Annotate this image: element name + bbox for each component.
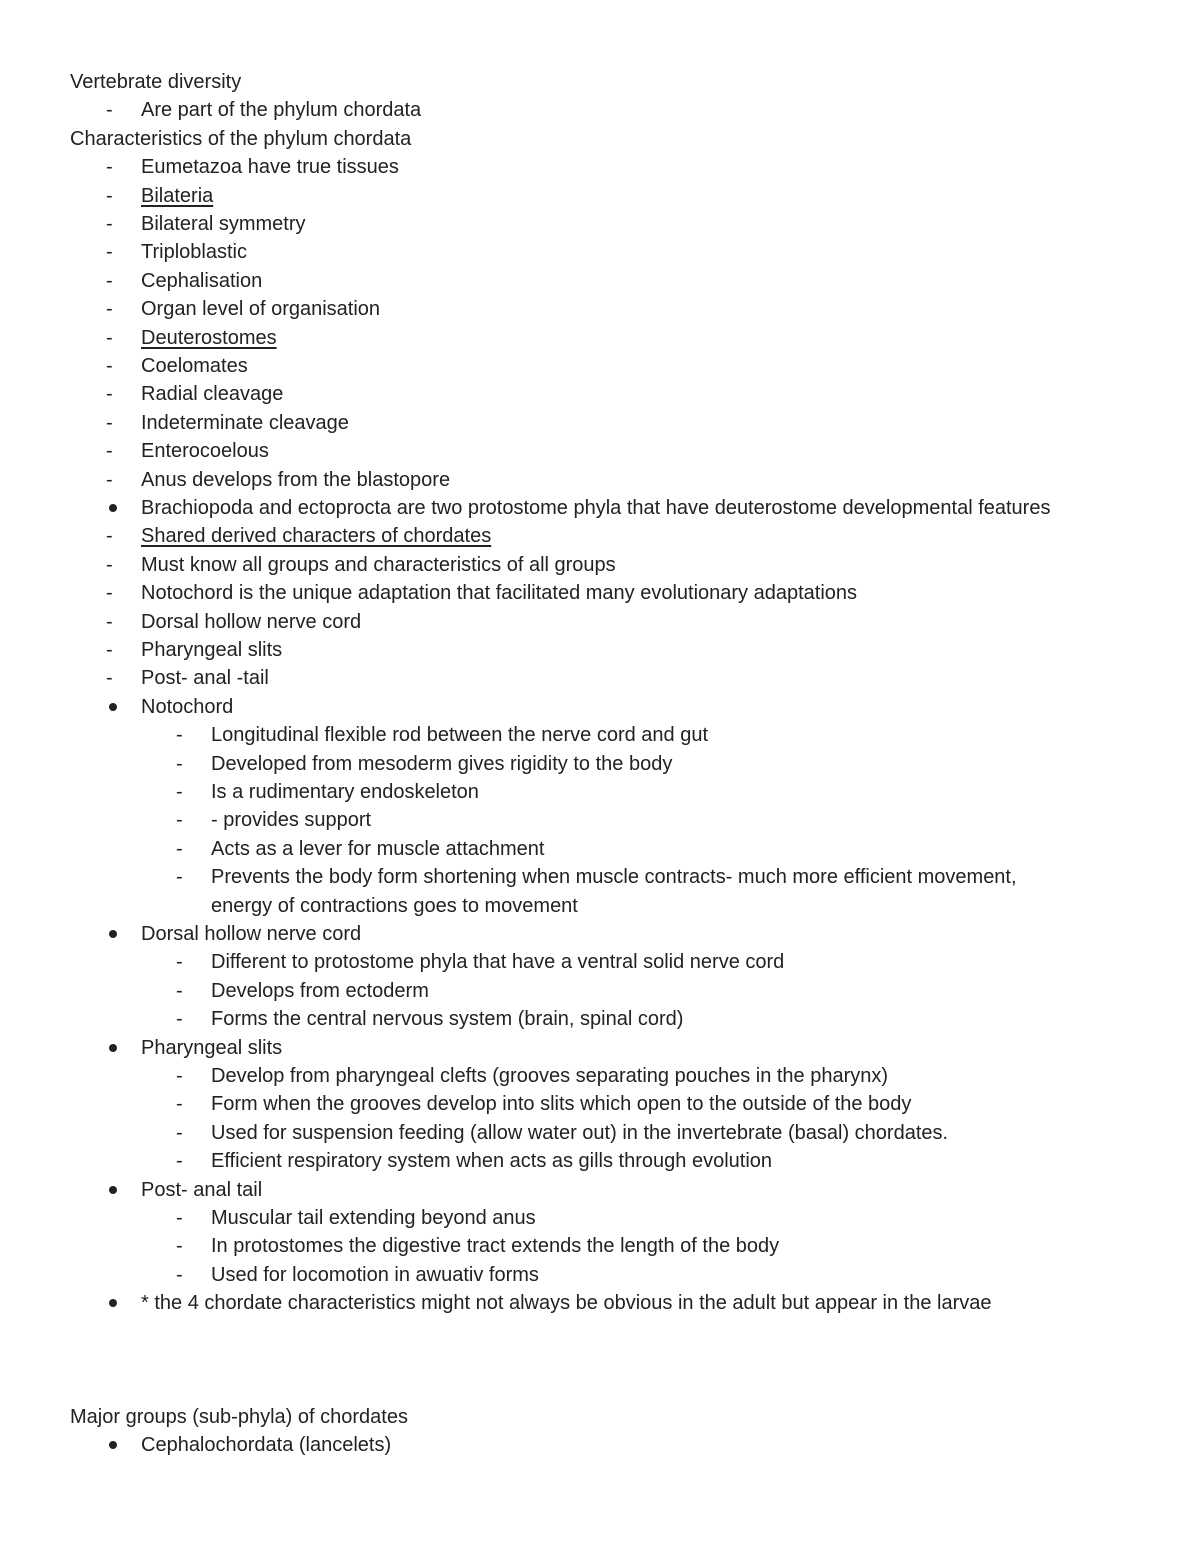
dash-bullet-icon: - <box>106 469 113 491</box>
dash-bullet-icon: - <box>106 667 113 689</box>
list-item-text: Notochord <box>141 696 234 718</box>
dash-bullet-icon: - <box>106 355 113 377</box>
dash-bullet-icon: - <box>106 327 113 349</box>
list-item-text: Developed from mesoderm gives rigidity to the body <box>211 753 673 775</box>
list-item-text: Brachiopoda and ectoprocta are two protostome phyla that have deuterostome developmental features <box>141 497 1051 519</box>
section-heading <box>70 125 411 153</box>
dash-bullet-icon: - <box>176 781 183 803</box>
list-item-text: Triploblastic <box>141 241 247 263</box>
list-item-text: Post- anal tail <box>141 1179 263 1201</box>
dash-bullet-icon: - <box>106 611 113 633</box>
dash-bullet-icon: - <box>106 639 113 661</box>
dot-bullet-icon <box>109 1299 117 1307</box>
list-item-text: Shared derived characters of chordates <box>141 525 492 547</box>
list-item-text: Used for locomotion in awuativ forms <box>211 1264 539 1286</box>
list-item-text: Muscular tail extending beyond anus <box>211 1207 536 1229</box>
dot-bullet-icon <box>109 930 117 938</box>
dot-bullet-icon <box>109 1186 117 1194</box>
list-item-text: Develop from pharyngeal clefts (grooves separating pouches in the pharynx) <box>211 1065 889 1087</box>
list-item-text: Form when the grooves develop into slits which open to the outside of the body <box>211 1093 912 1115</box>
list-item-text: Acts as a lever for muscle attachment <box>211 838 545 860</box>
list-item-text: Forms the central nervous system (brain, spinal cord) <box>211 1008 684 1030</box>
dot-bullet-icon <box>109 1044 117 1052</box>
heading-text: Major groups (sub-phyla) of chordates <box>70 1406 408 1428</box>
list-item-text: Notochord is the unique adaptation that facilitated many evolutionary adaptations <box>141 582 858 604</box>
list-item-text: Is a rudimentary endoskeleton <box>211 781 479 803</box>
heading-text: Characteristics of the phylum chordata <box>70 128 412 150</box>
dash-bullet-icon: - <box>106 582 113 604</box>
dot-bullet-icon <box>109 504 117 512</box>
list-item-text: Cephalochordata (lancelets) <box>141 1434 392 1456</box>
list-item-text: Develops from ectoderm <box>211 980 429 1002</box>
list-item-text: Indeterminate cleavage <box>141 412 349 434</box>
dash-bullet-icon: - <box>176 753 183 775</box>
dot-bullet-icon <box>109 703 117 711</box>
dash-bullet-icon: - <box>176 1122 183 1144</box>
list-item-text: Used for suspension feeding (allow water out) in the invertebrate (basal) chordates. <box>211 1122 949 1144</box>
list-item-text: Are part of the phylum chordata <box>141 99 422 121</box>
list-item-text: Dorsal hollow nerve cord <box>141 923 362 945</box>
list-item-text: Bilateria <box>141 185 214 207</box>
list-item-text: Pharyngeal slits <box>141 639 283 661</box>
list-item-text: Anus develops from the blastopore <box>141 469 451 491</box>
list-item-text: - provides support <box>211 809 372 831</box>
dash-bullet-icon: - <box>176 951 183 973</box>
dash-bullet-icon: - <box>176 838 183 860</box>
list-item-text: Cephalisation <box>141 270 263 292</box>
dash-bullet-icon: - <box>176 1065 183 1087</box>
heading-text: Vertebrate diversity <box>70 71 242 93</box>
dash-bullet-icon: - <box>176 1235 183 1257</box>
dash-bullet-icon: - <box>176 1150 183 1172</box>
list-item-text: Prevents the body form shortening when muscle contracts- much more efficient movement, <box>211 866 1017 888</box>
list-item-text: Radial cleavage <box>141 383 284 405</box>
dash-bullet-icon: - <box>106 525 113 547</box>
list-item-text: Eumetazoa have true tissues <box>141 156 399 178</box>
list-item-text: Deuterostomes <box>141 327 277 349</box>
dash-bullet-icon: - <box>106 270 113 292</box>
list-item-text: Organ level of organisation <box>141 298 381 320</box>
dot-bullet-icon <box>109 1441 117 1449</box>
list-item-text: Longitudinal flexible rod between the nerve cord and gut <box>211 724 709 746</box>
list-item-text: In protostomes the digestive tract extends the length of the body <box>211 1235 780 1257</box>
dash-bullet-icon: - <box>106 298 113 320</box>
list-item-text: Different to protostome phyla that have a ventral solid nerve cord <box>211 951 785 973</box>
list-item-text: Bilateral symmetry <box>141 213 306 235</box>
list-item-text: * the 4 chordate characteristics might not always be obvious in the adult but appear in the larvae <box>141 1292 992 1314</box>
list-item-text: Pharyngeal slits <box>141 1037 283 1059</box>
dash-bullet-icon: - <box>176 1207 183 1229</box>
dash-bullet-icon: - <box>106 554 113 576</box>
dash-bullet-icon: - <box>176 1008 183 1030</box>
dash-bullet-icon: - <box>176 1264 183 1286</box>
section-heading <box>70 68 241 96</box>
list-item-text: Efficient respiratory system when acts as gills through evolution <box>211 1150 773 1172</box>
dash-bullet-icon: - <box>106 156 113 178</box>
dash-bullet-icon: - <box>106 412 113 434</box>
dash-bullet-icon: - <box>106 213 113 235</box>
dash-bullet-icon: - <box>176 809 183 831</box>
dash-bullet-icon: - <box>106 383 113 405</box>
dash-bullet-icon: - <box>176 724 183 746</box>
dash-bullet-icon: - <box>106 241 113 263</box>
list-item-text: Coelomates <box>141 355 248 377</box>
dash-bullet-icon: - <box>176 866 183 888</box>
list-item-text: Must know all groups and characteristics of all groups <box>141 554 616 576</box>
list-item-text: Post- anal -tail <box>141 667 269 689</box>
dash-bullet-icon: - <box>106 185 113 207</box>
list-item-text: Dorsal hollow nerve cord <box>141 611 362 633</box>
dash-bullet-icon: - <box>176 980 183 1002</box>
list-item-text: Enterocoelous <box>141 440 269 462</box>
dash-bullet-icon: - <box>106 99 113 121</box>
section-heading <box>70 1403 408 1431</box>
list-item-text: energy of contractions goes to movement <box>211 895 578 917</box>
dash-bullet-icon: - <box>176 1093 183 1115</box>
dash-bullet-icon: - <box>106 440 113 462</box>
